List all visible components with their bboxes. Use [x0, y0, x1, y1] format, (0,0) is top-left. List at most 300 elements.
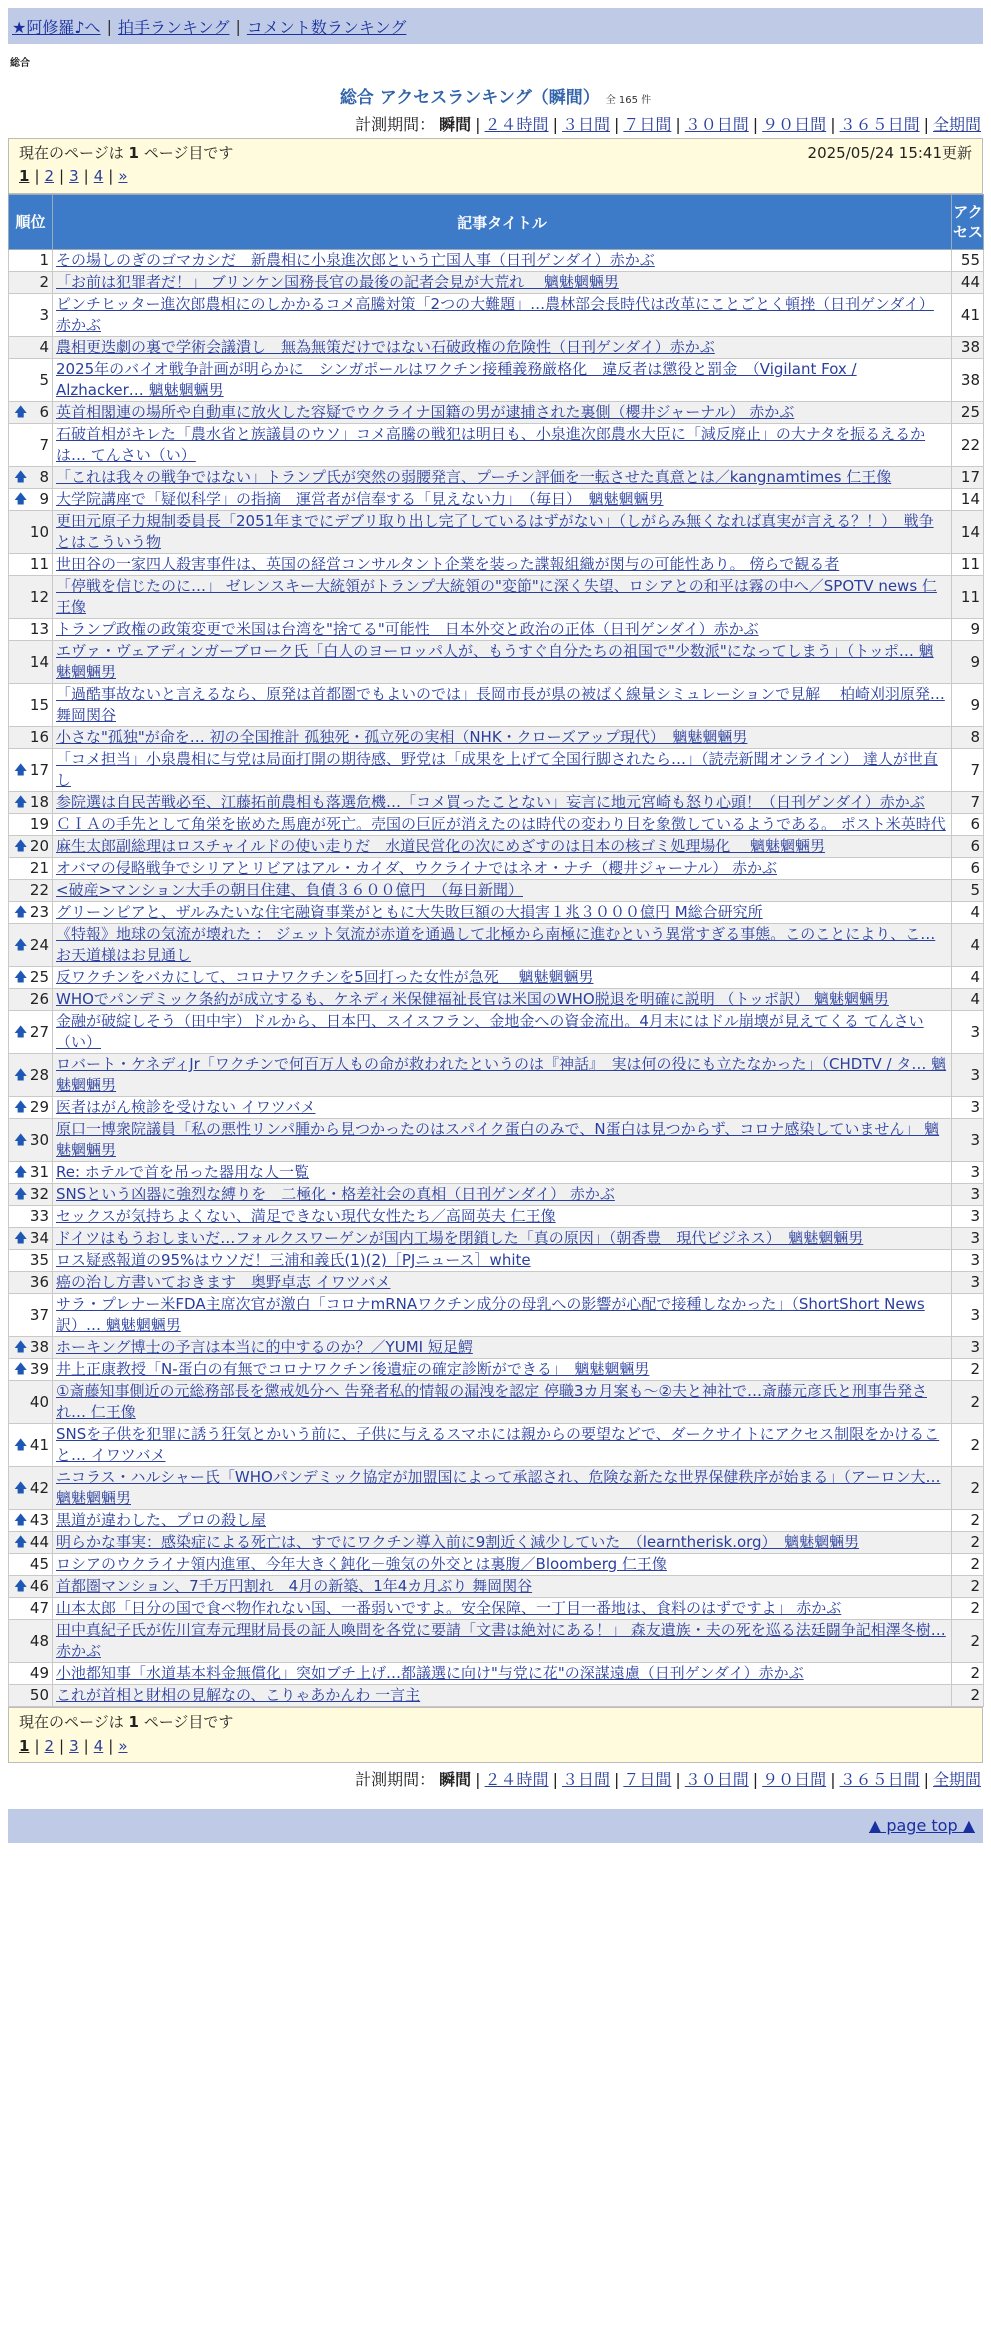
table-row: [9, 1576, 984, 1598]
title-cell: [53, 1054, 952, 1097]
rank-number: 32: [29, 1185, 49, 1203]
article-link[interactable]: SNSを子供を犯罪に誘う狂気とかいう前に、子供に与えるスマホには親からの要望などで、ダークサイトにアクセス制限をかけること… イワツバメ: [56, 1425, 940, 1464]
access-count: 2: [952, 1663, 984, 1685]
rank-cell: [9, 1620, 53, 1663]
article-link[interactable]: ロシアのウクライナ領内進軍、今年大きく鈍化－強気の外交とは裏腹／Bloomberg 仁王像: [56, 1555, 667, 1573]
pager-top: [19, 165, 972, 187]
title-cell: [53, 1510, 952, 1532]
rank-number: 17: [29, 760, 49, 779]
period-link-0[interactable]: ２４時間: [484, 1770, 549, 1789]
table-row: [9, 554, 984, 576]
nav-link-clap-ranking[interactable]: 拍手ランキング: [117, 17, 230, 37]
table-row: [9, 402, 984, 424]
access-count: 2: [952, 1598, 984, 1620]
article-link[interactable]: これが首相と財相の見解なの、こりゃあかんわ 一言主: [56, 1686, 421, 1704]
title-cell: [53, 1162, 952, 1184]
access-count: 38: [952, 359, 984, 402]
title-cell: [53, 424, 952, 467]
article-link[interactable]: ドイツはもうおしまいだ…フォルクスワーゲンが国内工場を閉鎖した「真の原因」（朝香豊 現代ビジネス） 魑魅魍魎男: [56, 1229, 864, 1247]
access-count: 2: [952, 1510, 984, 1532]
pager-current: 1: [19, 1737, 30, 1755]
up-arrow-icon: 🡅: [14, 1187, 28, 1202]
rank-number: 44: [29, 1533, 49, 1551]
title-cell: [53, 1598, 952, 1620]
table-row: [9, 727, 984, 749]
rank-cell: [9, 511, 53, 554]
table-row: [9, 836, 984, 858]
pager-link-3[interactable]: 3: [69, 1737, 79, 1755]
rank-number: 45: [29, 1555, 49, 1573]
rank-cell: [9, 1685, 53, 1707]
table-row: [9, 1250, 984, 1272]
rank-cell: [9, 1337, 53, 1359]
article-link[interactable]: 黒道が違わした、プロの殺し屋: [56, 1511, 267, 1529]
rank-number: 15: [29, 695, 49, 714]
article-link[interactable]: 英首相閣連の場所や自動車に放火した容疑でウクライナ国籍の男が逮捕された裏側（櫻井ジャーナル） 赤かぶ: [56, 403, 795, 421]
title-cell: [53, 967, 952, 989]
pager-link-3[interactable]: 3: [69, 167, 79, 185]
table-row: [9, 792, 984, 814]
rank-number: 35: [29, 1251, 49, 1269]
title-cell: [53, 1381, 952, 1424]
pager-next[interactable]: »: [118, 167, 128, 185]
article-link[interactable]: グリーンピアと、ザルみたいな住宅融資事業がともに大失敗巨額の大損害１兆３０００億円 M総合研究所: [56, 903, 763, 921]
access-count: 14: [952, 511, 984, 554]
rank-cell: [9, 1532, 53, 1554]
article-link[interactable]: サラ・プレナー米FDA主席次官が激白「コロナmRNAワクチン成分の母乳への影響が心配で接種しなかった」（ShortShort News訳）… 魑魅魍魎男: [56, 1295, 925, 1334]
title-cell: [53, 836, 952, 858]
period-link-3[interactable]: ３０日間: [684, 1770, 749, 1789]
title-cell: [53, 1184, 952, 1206]
article-link[interactable]: 世田谷の一家四人殺害事件は、英国の経営コンサルタント企業を装った諜報組織が関与の可能性あり。 傍らで観る者: [56, 555, 840, 573]
article-link[interactable]: 大学院講座で「疑似科学」の指摘 運営者が信奉する「見えない力」 （毎日） 魑魅魍魎男: [56, 490, 664, 508]
access-count: 38: [952, 337, 984, 359]
rank-number: 36: [29, 1273, 49, 1291]
table-row: [9, 1554, 984, 1576]
period-separator: |: [552, 1770, 558, 1789]
pager-link-2[interactable]: 2: [44, 1737, 55, 1755]
article-link[interactable]: SNSという凶器に強烈な縛りを 二極化・格差社会の真相（日刊ゲンダイ） 赤かぶ: [56, 1185, 615, 1203]
rank-number: 48: [29, 1631, 49, 1650]
article-link[interactable]: 参院選は自民苦戦必至、江藤拓前農相も落選危機…「コメ買ったことない」妄言に地元宮崎も怒り心頭！（日刊ゲンダイ）赤かぶ: [56, 793, 925, 811]
period-current: 瞬間: [439, 115, 472, 134]
rank-cell: [9, 1184, 53, 1206]
article-link[interactable]: 医者はがん検診を受けない イワツバメ: [56, 1098, 316, 1116]
rank-cell: [9, 1554, 53, 1576]
article-link[interactable]: 原口一博衆院議員「私の悪性リンパ腫から見つかったのはスパイク蛋白のみで、N蛋白は見つからず、コロナ感染していません」 魑魅魍魎男: [56, 1120, 940, 1159]
access-count: 11: [952, 576, 984, 619]
pager-separator: |: [59, 167, 65, 185]
period-label: 計測期間：: [355, 1770, 436, 1789]
access-count: 2: [952, 1685, 984, 1707]
title-cell: [53, 1119, 952, 1162]
article-link[interactable]: 「過酷事故ないと言えるなら、原発は首都圏でもよいのでは」長岡市長が県の被ばく線量シミュレーションで見解 柏崎刈羽原発… 舞岡関谷: [56, 685, 945, 724]
page-title: [0, 83, 991, 108]
access-count: 9: [952, 684, 984, 727]
period-link-6[interactable]: 全期間: [932, 1770, 981, 1789]
table-row: [9, 1228, 984, 1250]
article-link[interactable]: その場しのぎのゴマカシだ 新農相に小泉進次郎という亡国人事（日刊ゲンダイ）赤かぶ: [56, 251, 655, 269]
up-arrow-icon: 🡅: [14, 937, 28, 953]
access-count: 3: [952, 1054, 984, 1097]
title-cell: [53, 792, 952, 814]
rank-cell: [9, 1228, 53, 1250]
nav-link-comment-ranking[interactable]: コメント数ランキング: [246, 17, 407, 37]
article-link[interactable]: 農相更迭劇の裏で学術会議潰し 無為無策だけではない石破政権の危険性（日刊ゲンダイ）赤かぶ: [56, 338, 715, 356]
nav-separator: |: [106, 16, 112, 36]
article-link[interactable]: ロス疑惑報道の95%はウソだ！三浦和義氏(1)(2)［PJニュース］white: [56, 1251, 531, 1269]
rank-number: 23: [29, 903, 49, 921]
rank-cell: [9, 967, 53, 989]
title-cell: [53, 1467, 952, 1510]
title-cell: [53, 554, 952, 576]
table-row: [9, 1532, 984, 1554]
page-status-box: [8, 138, 983, 194]
table-row: [9, 967, 984, 989]
rank-number: 8: [39, 468, 49, 486]
access-count: 6: [952, 858, 984, 880]
rank-cell: [9, 684, 53, 727]
table-row: [9, 749, 984, 792]
table-row: [9, 294, 984, 337]
access-count: 2: [952, 1532, 984, 1554]
article-link[interactable]: 麻生太郎副総理はロスチャイルドの使い走りだ 水道民営化の次にめざすのは日本の核ゴミ処理場化 魑魅魍魎男: [56, 837, 826, 855]
table-row: [9, 1011, 984, 1054]
title-cell: [53, 467, 952, 489]
title-cell: [53, 858, 952, 880]
rank-number: 14: [29, 652, 49, 671]
table-row: [9, 1162, 984, 1184]
rank-number: 11: [29, 555, 49, 573]
title-cell: [53, 1685, 952, 1707]
rank-number: 2: [39, 273, 49, 291]
table-row: [9, 1467, 984, 1510]
up-arrow-icon: 🡅: [14, 470, 28, 485]
col-header-access: アクセス: [952, 195, 984, 250]
table-row: [9, 1685, 984, 1707]
table-row: [9, 576, 984, 619]
period-separator: |: [475, 1770, 481, 1789]
up-arrow-icon: 🡅: [14, 1100, 28, 1115]
pager-next[interactable]: »: [118, 1737, 128, 1755]
access-count: 3: [952, 1272, 984, 1294]
title-cell: [53, 880, 952, 902]
article-link[interactable]: セックスが気持ちよくない、満足できない現代女性たち／高岡英夫 仁王像: [56, 1207, 556, 1225]
article-link[interactable]: 「お前は犯罪者だ！」 ブリンケン国務長官の最後の記者会見が大荒れ 魑魅魍魎男: [56, 273, 619, 291]
article-link[interactable]: 「停戦を信じたのに…」 ゼレンスキー大統領がトランプ大統領の"変節"に深く失望、ロシアとの和平は霧の中へ／SPOTV news 仁王像: [56, 577, 937, 616]
access-count: 3: [952, 1162, 984, 1184]
title-cell: [53, 489, 952, 511]
page-top-link[interactable]: ▲ page top ▲: [868, 1816, 975, 1835]
up-arrow-icon: 🡅: [14, 1579, 28, 1594]
category-label: 総合: [10, 58, 30, 69]
rank-cell: [9, 1054, 53, 1097]
rank-cell: [9, 924, 53, 967]
rank-cell: [9, 402, 53, 424]
up-arrow-icon: 🡅: [14, 905, 28, 920]
title-cell: [53, 1576, 952, 1598]
title-cell: [53, 1532, 952, 1554]
rank-number: 40: [29, 1392, 49, 1411]
title-cell: [53, 1554, 952, 1576]
rank-cell: [9, 989, 53, 1011]
up-arrow-icon: 🡅: [14, 839, 28, 854]
article-link[interactable]: 井上正康教授「N-蛋白の有無でコロナワクチン後遺症の確定診断ができる」 魑魅魍魎男: [56, 1360, 650, 1378]
article-link[interactable]: 2025年のバイオ戦争計画が明らかに シンガポールはワクチン接種義務厳格化 違反者は懲役と罰金 （Vigilant Fox / Alzhacker… 魑魅魍魎男: [56, 360, 857, 399]
access-count: 55: [952, 250, 984, 272]
table-row: [9, 1119, 984, 1162]
up-arrow-icon: 🡅: [14, 762, 28, 778]
rank-number: 6: [39, 403, 49, 421]
title-cell: [53, 1359, 952, 1381]
rank-cell: [9, 250, 53, 272]
table-row: [9, 1337, 984, 1359]
table-row: [9, 1054, 984, 1097]
period-separator: |: [923, 115, 929, 134]
period-separator: |: [475, 115, 481, 134]
access-count: 3: [952, 1206, 984, 1228]
rank-number: 38: [29, 1338, 49, 1356]
article-link[interactable]: WHOでパンデミック条約が成立するも、ケネディ米保健福祉長官は米国のWHO脱退を明確に説明 （トッポ訳） 魑魅魍魎男: [56, 990, 889, 1008]
rank-number: 41: [29, 1435, 49, 1454]
title-cell: [53, 511, 952, 554]
rank-cell: [9, 554, 53, 576]
access-count: 2: [952, 1381, 984, 1424]
period-link-3[interactable]: ３０日間: [684, 115, 749, 134]
top-nav-bar: [8, 8, 983, 44]
rank-number: 4: [39, 338, 49, 356]
pager-current: 1: [19, 167, 30, 185]
rank-number: 34: [29, 1229, 49, 1247]
period-separator: |: [830, 1770, 836, 1789]
rank-number: 1: [39, 251, 49, 269]
rank-number: 43: [29, 1511, 49, 1529]
period-link-6[interactable]: 全期間: [932, 115, 981, 134]
article-link[interactable]: 更田元原子力規制委員長「2051年までにデブリ取り出し完了しているはずがない」（しがらみ無くなれば真実が言える？！） 戦争とはこういう物: [56, 512, 934, 551]
rank-cell: [9, 1097, 53, 1119]
period-separator: |: [752, 115, 759, 134]
rank-cell: [9, 337, 53, 359]
total-count: 全 165 件: [605, 95, 652, 106]
period-current: 瞬間: [439, 1770, 472, 1789]
rank-number: 13: [29, 620, 49, 638]
period-link-5[interactable]: ３６５日間: [839, 1770, 920, 1789]
article-link[interactable]: 小池都知事「水道基本料金無償化」突如ブチ上げ…都議選に向け"与党に花"の深謀遠慮（日刊ゲンダイ）赤かぶ: [56, 1664, 804, 1682]
title-cell: [53, 684, 952, 727]
title-cell: [53, 1337, 952, 1359]
rank-cell: [9, 1598, 53, 1620]
table-row: [9, 1663, 984, 1685]
title-cell: [53, 1294, 952, 1337]
rank-cell: [9, 1250, 53, 1272]
rank-number: 26: [29, 990, 49, 1008]
pager-separator: |: [59, 1737, 65, 1755]
access-count: 14: [952, 489, 984, 511]
article-link[interactable]: 小さな"孤独"が命を… 初の全国推計 孤独死・孤立死の実相（NHK・クローズアップ現代） 魑魅魍魎男: [56, 728, 748, 746]
rank-number: 50: [29, 1686, 49, 1704]
article-link[interactable]: ニコラス・ハルシャー氏「WHOパンデミック協定が加盟国によって承認され、危険な新たな世界保健秩序が始まる」（アーロン大… 魑魅魍魎男: [56, 1468, 941, 1507]
article-link[interactable]: ①斎藤知事側近の元総務部長を懲戒処分へ 告発者私的情報の漏洩を認定 停職3カ月案も～②夫と神社で…斎藤元彦氏と刑事告発され… 仁王像: [56, 1382, 927, 1421]
article-link[interactable]: ロバート・ケネディJr「ワクチンで何百万人もの命が救われたというのは『神話』 実は何の役にも立たなかった」（CHDTV / タ… 魑魅魍魎男: [56, 1055, 947, 1094]
pager-separator: |: [83, 1737, 89, 1755]
table-row: [9, 359, 984, 402]
page-status-box-bottom: [8, 1707, 983, 1763]
rank-cell: [9, 1663, 53, 1685]
period-selector-bottom: [0, 1767, 981, 1789]
access-count: 2: [952, 1620, 984, 1663]
article-link[interactable]: 「これは我々の戦争ではない」トランプ氏が突然の弱腰発言、プーチン評価を一転させた真意とは／kangnamtimes 仁王像: [56, 468, 892, 486]
access-count: 2: [952, 1554, 984, 1576]
nav-link-asyura[interactable]: ★阿修羅♪へ: [12, 17, 101, 37]
table-row: [9, 902, 984, 924]
updated-timestamp: 2025/05/24 15:41更新: [807, 144, 972, 162]
up-arrow-icon: 🡅: [14, 1535, 28, 1550]
period-link-1[interactable]: ３日間: [561, 115, 610, 134]
rank-cell: [9, 1467, 53, 1510]
title-cell: [53, 359, 952, 402]
title-cell: [53, 272, 952, 294]
title-cell: [53, 1250, 952, 1272]
period-link-4[interactable]: ９０日間: [762, 1770, 827, 1789]
article-link[interactable]: ＣＩＡの手先として角栄を嵌めた馬鹿が死亡。売国の巨匠が消えたのは時代の変わり目を象徴しているようである。 ポスト米英時代: [56, 815, 946, 833]
article-link[interactable]: オバマの侵略戦争でシリアとリビアはアル・カイダ、ウクライナではネオ・ナチ（櫻井ジャーナル） 赤かぶ: [56, 859, 778, 877]
rank-number: 27: [29, 1022, 49, 1041]
period-separator: |: [675, 115, 681, 134]
article-link[interactable]: ピンチヒッター進次郎農相にのしかかるコメ高騰対策「2つの大難題」…農林部会長時代は改革にことごとく頓挫（日刊ゲンダイ）赤かぶ: [56, 295, 934, 334]
table-row: [9, 511, 984, 554]
title-cell: [53, 1011, 952, 1054]
access-count: 3: [952, 1294, 984, 1337]
table-row: [9, 1206, 984, 1228]
access-count: 17: [952, 467, 984, 489]
table-row: [9, 1381, 984, 1424]
rank-cell: [9, 619, 53, 641]
access-count: 3: [952, 1250, 984, 1272]
pager-link-4[interactable]: 4: [93, 1737, 104, 1755]
access-count: 4: [952, 989, 984, 1011]
title-cell: [53, 250, 952, 272]
article-link[interactable]: 金融が破綻しそう（田中宇）ドルから、日本円、スイスフラン、金地金への資金流出。4月末にはドル崩壊が見えてくる てんさい（い）: [56, 1012, 924, 1051]
period-link-0[interactable]: ２４時間: [484, 115, 549, 134]
article-link[interactable]: 「コメ担当」小泉農相に与党は局面打開の期待感、野党は「成果を上げて全国行脚されたら…」（読売新聞オンライン） 達人が世直し: [56, 750, 938, 789]
up-arrow-icon: 🡅: [14, 1231, 28, 1246]
pager-link-4[interactable]: 4: [93, 167, 104, 185]
rank-cell: [9, 1162, 53, 1184]
bottom-bar: [8, 1809, 983, 1843]
table-row: [9, 1184, 984, 1206]
access-count: 3: [952, 1184, 984, 1206]
rank-number: 16: [29, 728, 49, 746]
pager-separator: |: [34, 1737, 40, 1755]
table-row: [9, 1598, 984, 1620]
period-label: 計測期間：: [355, 115, 436, 134]
period-link-1[interactable]: ３日間: [561, 1770, 610, 1789]
rank-cell: [9, 359, 53, 402]
rank-cell: [9, 1359, 53, 1381]
rank-number: 29: [29, 1098, 49, 1116]
rank-number: 39: [29, 1360, 49, 1378]
access-count: 3: [952, 1337, 984, 1359]
period-link-2[interactable]: ７日間: [623, 115, 672, 134]
article-link[interactable]: 首都圏マンション、7千万円割れ 4月の新築、1年4カ月ぶり 舞岡関谷: [56, 1577, 533, 1595]
article-link[interactable]: Re: ホテルで首を吊った器用な人一覧: [56, 1163, 310, 1181]
table-row: [9, 1272, 984, 1294]
up-arrow-icon: 🡅: [14, 1437, 28, 1453]
period-link-4[interactable]: ９０日間: [762, 115, 827, 134]
article-link[interactable]: トランプ政権の政策変更で米国は台湾を"捨てる"可能性 日本外交と政治の正体（日刊ゲンダイ）赤かぶ: [56, 620, 759, 638]
article-link[interactable]: 田中真紀子氏が佐川宣寿元理財局長の証人喚問を各党に要請「文書は絶対にある！」 森友遺族・夫の死を巡る法廷闘争記相澤冬樹… 赤かぶ: [56, 1621, 946, 1660]
table-row: [9, 1359, 984, 1381]
article-link[interactable]: 《特報》地球の気流が壊れた ： ジェット気流が赤道を通過して北極から南極に進むという異常すぎる事態。このことにより、こ… お天道様はお見通し: [56, 925, 936, 964]
page-title-text: 総合 アクセスランキング（瞬間）: [339, 88, 600, 108]
pager-separator: |: [83, 167, 89, 185]
access-count: 3: [952, 1097, 984, 1119]
title-cell: [53, 989, 952, 1011]
up-arrow-icon: 🡅: [14, 1513, 28, 1528]
rank-cell: [9, 576, 53, 619]
period-link-5[interactable]: ３６５日間: [839, 115, 920, 134]
article-link[interactable]: 反ワクチンをバカにして、コロナワクチンを5回打った女性が急死 魑魅魍魎男: [56, 968, 594, 986]
rank-number: 12: [29, 587, 49, 606]
rank-number: 31: [29, 1163, 49, 1181]
table-row: [9, 924, 984, 967]
period-separator: |: [830, 115, 836, 134]
rank-number: 18: [29, 793, 49, 811]
title-cell: [53, 902, 952, 924]
access-count: 2: [952, 1576, 984, 1598]
article-link[interactable]: 明らかな事実：感染症による死亡は、すでにワクチン導入前に9割近く減少していた （learntherisk.org） 魑魅魍魎男: [56, 1533, 860, 1551]
rank-cell: [9, 749, 53, 792]
article-link[interactable]: 癌の治し方書いておきます 奥野卓志 イワツバメ: [56, 1273, 391, 1291]
article-link[interactable]: ホーキング博士の予言は本当に的中するのか？／YUMI 短足鰐: [56, 1338, 473, 1356]
title-cell: [53, 619, 952, 641]
pager-separator: |: [108, 167, 114, 185]
title-cell: [53, 1424, 952, 1467]
rank-cell: [9, 1510, 53, 1532]
access-count: 25: [952, 402, 984, 424]
rank-number: 20: [29, 837, 49, 855]
rank-number: 49: [29, 1664, 49, 1682]
up-arrow-icon: 🡅: [14, 1340, 28, 1355]
rank-cell: [9, 1381, 53, 1424]
article-link[interactable]: 山本太郎「日分の国で食べ物作れない国、一番弱いですよ。安全保障、一丁目一番地は、食料のはずですよ」 赤かぶ: [56, 1599, 842, 1617]
table-row: [9, 1620, 984, 1663]
rank-number: 5: [39, 370, 49, 389]
access-count: 2: [952, 1359, 984, 1381]
rank-cell: [9, 641, 53, 684]
table-header-row: [9, 195, 984, 250]
table-row: [9, 684, 984, 727]
pager-separator: |: [34, 167, 40, 185]
rank-cell: [9, 858, 53, 880]
table-row: [9, 814, 984, 836]
pager-link-2[interactable]: 2: [44, 167, 55, 185]
access-count: 6: [952, 814, 984, 836]
article-link[interactable]: <破産>マンション大手の朝日住建、負債３６００億円 （毎日新聞）: [56, 881, 523, 899]
table-row: [9, 250, 984, 272]
up-arrow-icon: 🡅: [14, 1067, 28, 1083]
table-row: [9, 337, 984, 359]
article-link[interactable]: 石破首相がキレた「農水省と族議員のウソ」コメ高騰の戦犯は明日も、小泉進次郎農水大臣に「減反廃止」の大ナタを振るえるかは… てんさい（い）: [56, 425, 926, 464]
period-link-2[interactable]: ７日間: [623, 1770, 672, 1789]
access-count: 7: [952, 749, 984, 792]
article-link[interactable]: エヴァ・ヴェアディンガーブローク氏「白人のヨーロッパ人が、もうすぐ自分たちの祖国で"少数派"になってしまう」（トッポ… 魑魅魍魎男: [56, 642, 934, 681]
title-cell: [53, 1097, 952, 1119]
table-row: [9, 619, 984, 641]
access-count: 4: [952, 902, 984, 924]
rank-number: 21: [29, 859, 49, 877]
access-count: 7: [952, 792, 984, 814]
